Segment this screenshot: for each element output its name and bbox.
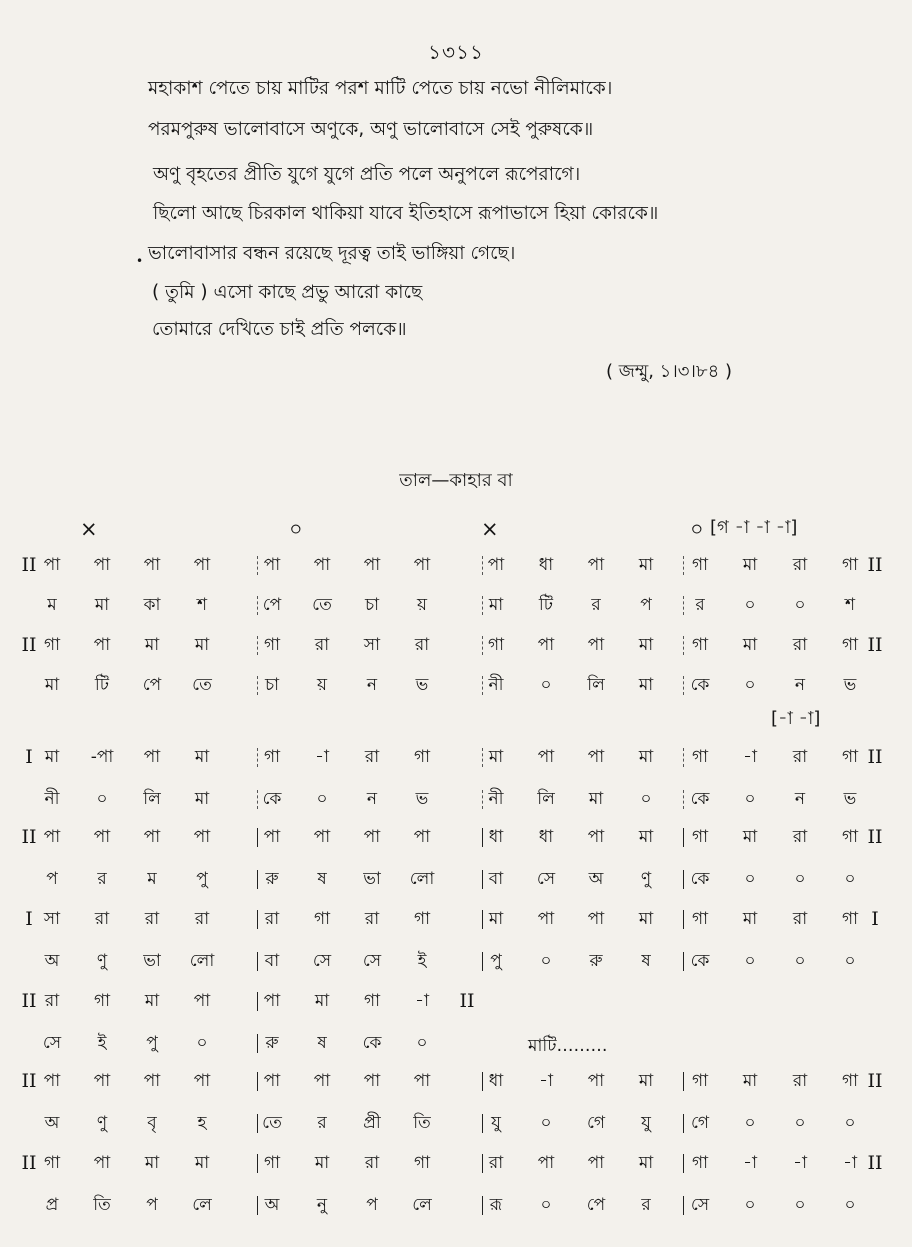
right-barline: II <box>867 746 883 768</box>
lyric-syllable: লে <box>412 1195 432 1215</box>
lyric-syllable: ০ <box>744 951 756 971</box>
lyric-syllable: টি <box>538 595 554 615</box>
beat-mark-sam-2: × <box>481 517 499 541</box>
swara-cell: সা <box>43 909 61 929</box>
lyric-syllable: প <box>640 595 652 615</box>
lyric-row <box>0 670 912 700</box>
swara-cell: মা <box>194 747 210 767</box>
lyric-row <box>0 1108 912 1138</box>
lyric-syllable: ০ <box>744 1113 756 1133</box>
lyric-syllable: অ <box>44 951 60 971</box>
swara-cell: পা <box>193 827 211 847</box>
swara-cell: গা <box>93 991 111 1011</box>
swara-cell: -া <box>793 1153 807 1173</box>
lyric-row <box>0 784 912 814</box>
swara-cell: রা <box>314 635 330 655</box>
page-number: ১৩১১ <box>428 40 484 64</box>
swara-cell: মা <box>194 1153 210 1173</box>
swara-cell: পা <box>587 1153 605 1173</box>
swara-cell: রা <box>194 909 210 929</box>
swara-cell: -া <box>539 1071 553 1091</box>
swara-cell: মা <box>638 1071 654 1091</box>
lyric-syllable: প্রী <box>363 1113 381 1133</box>
swara-cell: পা <box>93 635 111 655</box>
swara-cell: পা <box>313 555 331 575</box>
swara-cell: পা <box>193 1071 211 1091</box>
swara-cell: গা <box>313 909 331 929</box>
beat-mark-khali-2: ০ <box>690 517 704 541</box>
lyric-syllable: মা <box>94 595 110 615</box>
lyric-syllable: ণু <box>96 1113 108 1133</box>
left-barline: II <box>21 554 37 576</box>
swara-cell: মা <box>488 747 504 767</box>
lyric-syllable: ০ <box>844 951 856 971</box>
swara-cell: গা <box>691 1071 709 1091</box>
lyric-row <box>0 1028 912 1058</box>
lyric-syllable: তে <box>312 595 332 615</box>
swara-row <box>0 1148 912 1178</box>
swara-cell: পা <box>263 1071 281 1091</box>
lyric-syllable: ০ <box>316 789 328 809</box>
swara-cell: -পা <box>90 747 114 767</box>
swara-cell: পা <box>193 991 211 1011</box>
lyric-syllable: সে <box>362 951 382 971</box>
swara-cell: গা <box>691 827 709 847</box>
lyric-syllable: ০ <box>744 675 756 695</box>
lyric-syllable: অ <box>264 1195 280 1215</box>
swara-cell: মা <box>144 1153 160 1173</box>
lyric-syllable: ০ <box>744 869 756 889</box>
lyric-syllable: পু <box>490 951 502 971</box>
lyric-syllable: লে <box>192 1195 212 1215</box>
lyric-row <box>0 946 912 976</box>
swara-cell: পা <box>263 991 281 1011</box>
swara-cell: রা <box>144 909 160 929</box>
swara-cell: গা <box>263 635 281 655</box>
swara-cell: পা <box>43 555 61 575</box>
swara-cell: পা <box>487 555 505 575</box>
swara-cell: গা <box>263 747 281 767</box>
lyric-syllable: ০ <box>540 675 552 695</box>
swara-cell: গা <box>841 827 859 847</box>
swara-cell: পা <box>143 555 161 575</box>
lyric-syllable: ০ <box>794 1195 806 1215</box>
swara-cell: -া <box>843 1153 857 1173</box>
swara-cell: গা <box>263 1153 281 1173</box>
lyric-syllable: য় <box>416 595 427 615</box>
swara-cell: পা <box>143 1071 161 1091</box>
lyric-syllable: ন <box>366 675 378 695</box>
swara-cell: মা <box>742 909 758 929</box>
lyric-row <box>0 1190 912 1220</box>
lyric-syllable: সে <box>312 951 332 971</box>
swara-cell: পা <box>587 1071 605 1091</box>
lyric-syllable: লি <box>537 789 555 809</box>
lyric-syllable: শ <box>196 595 208 615</box>
lyric-syllable: ণু <box>640 869 652 889</box>
swara-cell: মা <box>638 635 654 655</box>
swara-cell: পা <box>143 827 161 847</box>
swara-cell: রা <box>792 909 808 929</box>
lyric-syllable: প <box>366 1195 378 1215</box>
lyric-syllable: ০ <box>794 951 806 971</box>
swara-cell: ধা <box>538 555 554 575</box>
swara-cell: গা <box>691 635 709 655</box>
swara-cell: পা <box>537 747 555 767</box>
lyric-syllable: নী <box>488 675 504 695</box>
swara-row <box>0 986 912 1016</box>
swara-cell: মা <box>314 1153 330 1173</box>
lyric-syllable: বা <box>264 951 280 971</box>
lyric-syllable: ০ <box>844 869 856 889</box>
swara-cell: রা <box>792 747 808 767</box>
swara-cell: মা <box>44 747 60 767</box>
swara-cell: গা <box>691 747 709 767</box>
verse-line-3: অণু বৃহতের প্রীতি যুগে যুগে প্রতি পলে অনুপলে রূপেরাগে। <box>153 164 581 185</box>
left-barline: II <box>21 826 37 848</box>
lyric-syllable: ণু <box>96 951 108 971</box>
swara-row <box>0 550 912 580</box>
lyric-syllable: পু <box>196 869 208 889</box>
swara-cell: মা <box>144 991 160 1011</box>
swara-row <box>0 742 912 772</box>
swara-cell: পা <box>537 1153 555 1173</box>
lyric-syllable: সে <box>536 869 556 889</box>
swara-cell: পা <box>587 635 605 655</box>
bracket-note-2: [-া -া] <box>771 708 821 729</box>
swara-cell: পা <box>413 1071 431 1091</box>
lyric-syllable: টি <box>94 675 110 695</box>
place-date-signature: ( জম্মু, ১।৩।৮৪ ) <box>606 361 733 382</box>
swara-cell: ধা <box>538 827 554 847</box>
swara-cell: ধা <box>488 1071 504 1091</box>
swara-cell: পা <box>263 555 281 575</box>
swara-row <box>0 630 912 660</box>
bracket-note-1: [গ -া -া -া] <box>710 517 798 538</box>
lyric-syllable: অ <box>588 869 604 889</box>
lyric-syllable: ভা <box>363 869 381 889</box>
lyric-syllable: মা <box>588 789 604 809</box>
swara-cell: রা <box>792 827 808 847</box>
verse-line-4: ছিলো আছে চিরকাল থাকিয়া যাবে ইতিহাসে রূপাভাসে হিয়া কোরকে॥ <box>153 203 659 224</box>
swara-cell: -া <box>315 747 329 767</box>
lyric-syllable: কে <box>690 951 710 971</box>
lyric-syllable: তি <box>413 1113 431 1133</box>
lyric-syllable: ০ <box>844 1195 856 1215</box>
lyric-syllable: সে <box>42 1033 62 1053</box>
beat-mark-khali: ০ <box>289 517 303 541</box>
verse-line-5: ভালোবাসার বন্ধন রয়েছে দূরত্ব তাই ভাঙ্গিয়া গেছে। <box>148 243 516 264</box>
swara-cell: গা <box>691 555 709 575</box>
lyric-syllable: ০ <box>540 1113 552 1133</box>
swara-cell: মা <box>638 1153 654 1173</box>
swara-cell: মা <box>742 1071 758 1091</box>
swara-cell: রা <box>44 991 60 1011</box>
swara-cell: গা <box>487 635 505 655</box>
lyric-syllable: গে <box>690 1113 710 1133</box>
swara-cell: মা <box>638 555 654 575</box>
swara-cell: গা <box>841 1071 859 1091</box>
swara-cell: গা <box>841 909 859 929</box>
swara-cell: মা <box>488 909 504 929</box>
swara-cell: গা <box>413 747 431 767</box>
swara-cell: পা <box>587 909 605 929</box>
swara-cell: পা <box>313 827 331 847</box>
swara-cell: রা <box>364 1153 380 1173</box>
beat-mark-sam: × <box>80 517 98 541</box>
lyric-syllable: ই <box>417 951 427 971</box>
swara-cell: পা <box>93 1071 111 1091</box>
lyric-syllable: ষ <box>317 1033 327 1053</box>
swara-cell: পা <box>537 909 555 929</box>
lyric-syllable: কে <box>262 789 282 809</box>
swara-cell: রা <box>488 1153 504 1173</box>
lyric-syllable: কে <box>690 675 710 695</box>
swara-cell: রা <box>414 635 430 655</box>
lyric-syllable: লি <box>587 675 605 695</box>
right-barline: I <box>871 908 879 930</box>
lyric-syllable: ০ <box>794 869 806 889</box>
lyric-syllable: র <box>641 1195 651 1215</box>
swara-cell: -া <box>743 747 757 767</box>
swara-cell: গা <box>363 991 381 1011</box>
swara-cell: গা <box>841 555 859 575</box>
lyric-syllable: অ <box>44 1113 60 1133</box>
lyric-syllable: য় <box>316 675 327 695</box>
verse-line-6: ( তুমি ) এসো কাছে প্রভু আরো কাছে <box>152 282 423 303</box>
swara-cell: পা <box>363 1071 381 1091</box>
lyric-syllable: র <box>317 1113 327 1133</box>
lyric-syllable: পে <box>262 595 282 615</box>
lyric-syllable: সে <box>690 1195 710 1215</box>
swara-cell: পা <box>143 747 161 767</box>
swara-row <box>0 904 912 934</box>
taal-heading: তাল—কাহার বা <box>399 470 513 491</box>
swara-cell: মা <box>742 555 758 575</box>
lyric-syllable: যু <box>641 1113 651 1133</box>
lyric-syllable: নী <box>44 789 60 809</box>
lyric-syllable: ০ <box>744 789 756 809</box>
lyric-syllable: প <box>146 1195 158 1215</box>
swara-cell: পা <box>263 827 281 847</box>
swara-cell: পা <box>43 1071 61 1091</box>
swara-cell: রা <box>94 909 110 929</box>
left-barline: II <box>21 1070 37 1092</box>
lyric-syllable: রু <box>265 869 279 889</box>
lyric-syllable: লো <box>409 869 435 889</box>
lyric-syllable: হ <box>197 1113 207 1133</box>
lyric-syllable: নী <box>488 789 504 809</box>
swara-cell: রা <box>792 555 808 575</box>
margin-bullet: • <box>136 254 144 268</box>
swara-cell: পা <box>413 827 431 847</box>
lyric-syllable: ০ <box>540 1195 552 1215</box>
lyric-syllable: ০ <box>794 595 806 615</box>
lyric-syllable: ষ <box>641 951 651 971</box>
lyric-syllable: ভ <box>843 789 857 809</box>
lyric-syllable: কে <box>362 1033 382 1053</box>
lyric-syllable: ম <box>47 595 57 615</box>
lyric-syllable: ০ <box>96 789 108 809</box>
swara-cell: গা <box>841 747 859 767</box>
swara-cell: পা <box>313 1071 331 1091</box>
lyric-syllable: প্র <box>45 1195 59 1215</box>
verse-line-7: তোমারে দেখিতে চাই প্রতি পলকে॥ <box>152 319 407 340</box>
lyric-syllable: বৃ <box>147 1113 157 1133</box>
swara-cell: পা <box>93 1153 111 1173</box>
swara-cell: গা <box>413 909 431 929</box>
lyric-syllable: মা <box>44 675 60 695</box>
swara-cell: সা <box>363 635 381 655</box>
lyric-syllable: ০ <box>540 951 552 971</box>
left-barline: II <box>21 990 37 1012</box>
continuation-note: মাটি……… <box>528 1036 608 1056</box>
lyric-syllable: মা <box>638 675 654 695</box>
lyric-syllable: পে <box>142 675 162 695</box>
right-barline: II <box>867 1152 883 1174</box>
lyric-syllable: মা <box>488 595 504 615</box>
lyric-syllable: ম <box>147 869 157 889</box>
swara-cell: গা <box>691 1153 709 1173</box>
swara-cell: গা <box>43 635 61 655</box>
swara-cell: রা <box>792 1071 808 1091</box>
lyric-syllable: ন <box>794 675 806 695</box>
swara-cell: মা <box>194 635 210 655</box>
lyric-row <box>0 864 912 894</box>
swara-cell: পা <box>193 555 211 575</box>
lyric-syllable: চা <box>264 675 280 695</box>
lyric-syllable: লি <box>143 789 161 809</box>
swara-cell: মা <box>742 635 758 655</box>
swara-cell: পা <box>413 555 431 575</box>
swara-cell: পা <box>43 827 61 847</box>
lyric-syllable: ০ <box>416 1033 428 1053</box>
left-barline: I <box>25 746 33 768</box>
lyric-syllable: র <box>97 869 107 889</box>
swara-cell: পা <box>587 555 605 575</box>
left-barline: I <box>25 908 33 930</box>
lyric-syllable: প <box>46 869 58 889</box>
swara-cell: রা <box>364 909 380 929</box>
lyric-syllable: শ <box>844 595 856 615</box>
swara-cell: গা <box>691 909 709 929</box>
swara-cell: রা <box>792 635 808 655</box>
right-barline: II <box>867 1070 883 1092</box>
lyric-syllable: তি <box>93 1195 111 1215</box>
swara-cell: রা <box>364 747 380 767</box>
lyric-syllable: লো <box>189 951 215 971</box>
swara-cell: রা <box>264 909 280 929</box>
swara-cell: গা <box>43 1153 61 1173</box>
swara-cell: মা <box>742 827 758 847</box>
swara-cell: পা <box>537 635 555 655</box>
lyric-syllable: রু <box>265 1033 279 1053</box>
lyric-syllable: চা <box>364 595 380 615</box>
right-barline: II <box>459 990 475 1012</box>
swara-cell: পা <box>93 555 111 575</box>
verse-line-2: পরমপুরুষ ভালোবাসে অণুকে, অণু ভালোবাসে সেই পুরুষকে॥ <box>148 119 594 140</box>
lyric-syllable: র <box>591 595 601 615</box>
lyric-syllable: বা <box>488 869 504 889</box>
lyric-syllable: ভ <box>843 675 857 695</box>
lyric-syllable: ন <box>794 789 806 809</box>
lyric-syllable: যু <box>491 1113 501 1133</box>
lyric-syllable: ই <box>97 1033 107 1053</box>
right-barline: II <box>867 634 883 656</box>
lyric-syllable: নু <box>316 1195 328 1215</box>
lyric-syllable: ০ <box>744 595 756 615</box>
right-barline: II <box>867 826 883 848</box>
lyric-syllable: ০ <box>794 1113 806 1133</box>
lyric-syllable: তে <box>192 675 212 695</box>
swara-cell: মা <box>144 635 160 655</box>
lyric-syllable: র <box>695 595 705 615</box>
swara-cell: গা <box>413 1153 431 1173</box>
right-barline: II <box>867 554 883 576</box>
lyric-row <box>0 590 912 620</box>
lyric-syllable: ভ <box>415 675 429 695</box>
swara-cell: মা <box>638 747 654 767</box>
lyric-syllable: ০ <box>640 789 652 809</box>
swara-cell: ধা <box>488 827 504 847</box>
swara-cell: পা <box>363 827 381 847</box>
swara-cell: পা <box>587 827 605 847</box>
lyric-syllable: পু <box>146 1033 158 1053</box>
lyric-syllable: রু <box>589 951 603 971</box>
lyric-syllable: পে <box>586 1195 606 1215</box>
swara-cell: পা <box>587 747 605 767</box>
swara-cell: পা <box>93 827 111 847</box>
lyric-syllable: ০ <box>196 1033 208 1053</box>
lyric-syllable: ষ <box>317 869 327 889</box>
lyric-syllable: ন <box>366 789 378 809</box>
swara-row <box>0 1066 912 1096</box>
swara-row <box>0 822 912 852</box>
left-barline: II <box>21 1152 37 1174</box>
lyric-syllable: ০ <box>844 1113 856 1133</box>
lyric-syllable: তে <box>262 1113 282 1133</box>
swara-cell: -া <box>743 1153 757 1173</box>
lyric-syllable: গে <box>586 1113 606 1133</box>
verse-line-1: মহাকাশ পেতে চায় মাটির পরশ মাটি পেতে চায় নভো নীলিমাকে। <box>148 78 613 99</box>
lyric-syllable: মা <box>194 789 210 809</box>
lyric-syllable: ০ <box>744 1195 756 1215</box>
lyric-syllable: কা <box>143 595 161 615</box>
lyric-syllable: ভা <box>143 951 161 971</box>
lyric-syllable: কে <box>690 869 710 889</box>
swara-cell: মা <box>638 827 654 847</box>
swara-cell: মা <box>314 991 330 1011</box>
swara-cell: মা <box>638 909 654 929</box>
lyric-syllable: কে <box>690 789 710 809</box>
swara-cell: -া <box>415 991 429 1011</box>
left-barline: II <box>21 634 37 656</box>
swara-cell: পা <box>363 555 381 575</box>
swara-cell: গা <box>841 635 859 655</box>
lyric-syllable: রূ <box>489 1195 503 1215</box>
lyric-syllable: ভ <box>415 789 429 809</box>
